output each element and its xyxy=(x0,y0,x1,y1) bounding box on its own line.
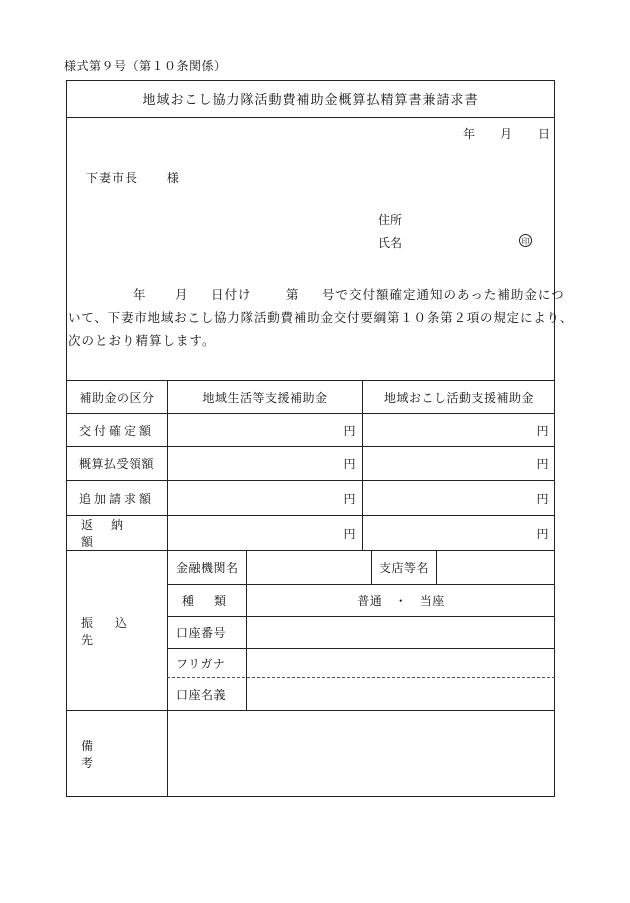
date-month: 月 xyxy=(500,127,513,141)
form-number-label: 様式第９号（第１０条関係） xyxy=(64,59,227,73)
yen-unit: 円 xyxy=(343,491,356,506)
name-label: 氏名 xyxy=(378,236,403,250)
title-divider xyxy=(66,117,555,118)
yen-unit: 円 xyxy=(343,457,356,471)
furigana-field[interactable] xyxy=(247,649,555,677)
body-no: 第 xyxy=(286,287,300,302)
account-holder-field[interactable] xyxy=(247,678,555,710)
addressee-honorific: 様 xyxy=(166,171,180,185)
additional-claim-col1[interactable] xyxy=(168,481,362,515)
refund-col1[interactable] xyxy=(168,516,362,550)
seal-mark: 印 xyxy=(519,234,532,247)
account-type-label: 種類 xyxy=(182,594,247,608)
body-line-1-rest: 号で交付額確定通知のあった補助金につ xyxy=(322,287,565,302)
furigana-label: フリガナ xyxy=(176,656,226,671)
remarks-label: 備考 xyxy=(81,738,150,770)
additional-claim-col2[interactable] xyxy=(363,481,555,515)
yen-unit: 円 xyxy=(536,491,549,506)
account-holder-label: 口座名義 xyxy=(176,687,227,702)
yen-unit: 円 xyxy=(536,457,549,471)
body-line-3: 次のとおり精算します。 xyxy=(68,333,216,348)
yen-unit: 円 xyxy=(343,526,356,541)
account-number-label: 口座番号 xyxy=(176,626,227,640)
confirmed-amount-col2[interactable] xyxy=(363,414,555,446)
advance-received-col2[interactable] xyxy=(363,447,555,480)
address-label: 住所 xyxy=(378,213,403,227)
bank-name-label: 金融機関名 xyxy=(176,561,239,575)
confirmed-amount-col1[interactable] xyxy=(168,414,362,446)
body-year: 年 xyxy=(133,287,147,302)
header-activity-support: 地域おこし活動支援補助金 xyxy=(383,390,534,405)
transfer-label: 振込先 xyxy=(81,615,150,647)
body-line-2: いて、下妻市地域おこし協力隊活動費補助金交付要綱第１０条第２項の規定により、 xyxy=(68,310,574,325)
form-title: 地域おこし協力隊活動費補助金概算払精算書兼請求書 xyxy=(142,93,479,108)
body-month: 月 xyxy=(175,287,189,302)
remarks-field[interactable] xyxy=(168,711,554,796)
yen-unit: 円 xyxy=(536,526,549,541)
account-type-options[interactable]: 普通 ・ 当座 xyxy=(357,594,445,608)
row-label-additional-claim: 追加請求額 xyxy=(79,491,155,506)
bank-name-field[interactable] xyxy=(247,551,371,584)
advance-received-col1[interactable] xyxy=(168,447,362,480)
date-day: 日 xyxy=(538,127,551,141)
row-label-refund: 返納額 xyxy=(81,518,142,549)
yen-unit: 円 xyxy=(536,423,549,438)
row-label-advance-received: 概算払受領額 xyxy=(79,457,155,471)
addressee-name: 下妻市長 xyxy=(86,171,139,185)
header-living-support: 地域生活等支援補助金 xyxy=(202,390,328,405)
row-label-confirmed-amount: 交付確定額 xyxy=(79,423,155,438)
branch-name-label: 支店等名 xyxy=(378,561,429,575)
addressee xyxy=(86,169,180,186)
header-category: 補助金の区分 xyxy=(79,390,155,405)
date-year: 年 xyxy=(463,127,476,141)
branch-name-field[interactable] xyxy=(437,551,555,584)
body-day: 日付け xyxy=(211,287,252,302)
refund-col2[interactable] xyxy=(363,516,555,550)
account-number-field[interactable] xyxy=(247,617,555,648)
yen-unit: 円 xyxy=(343,423,356,438)
